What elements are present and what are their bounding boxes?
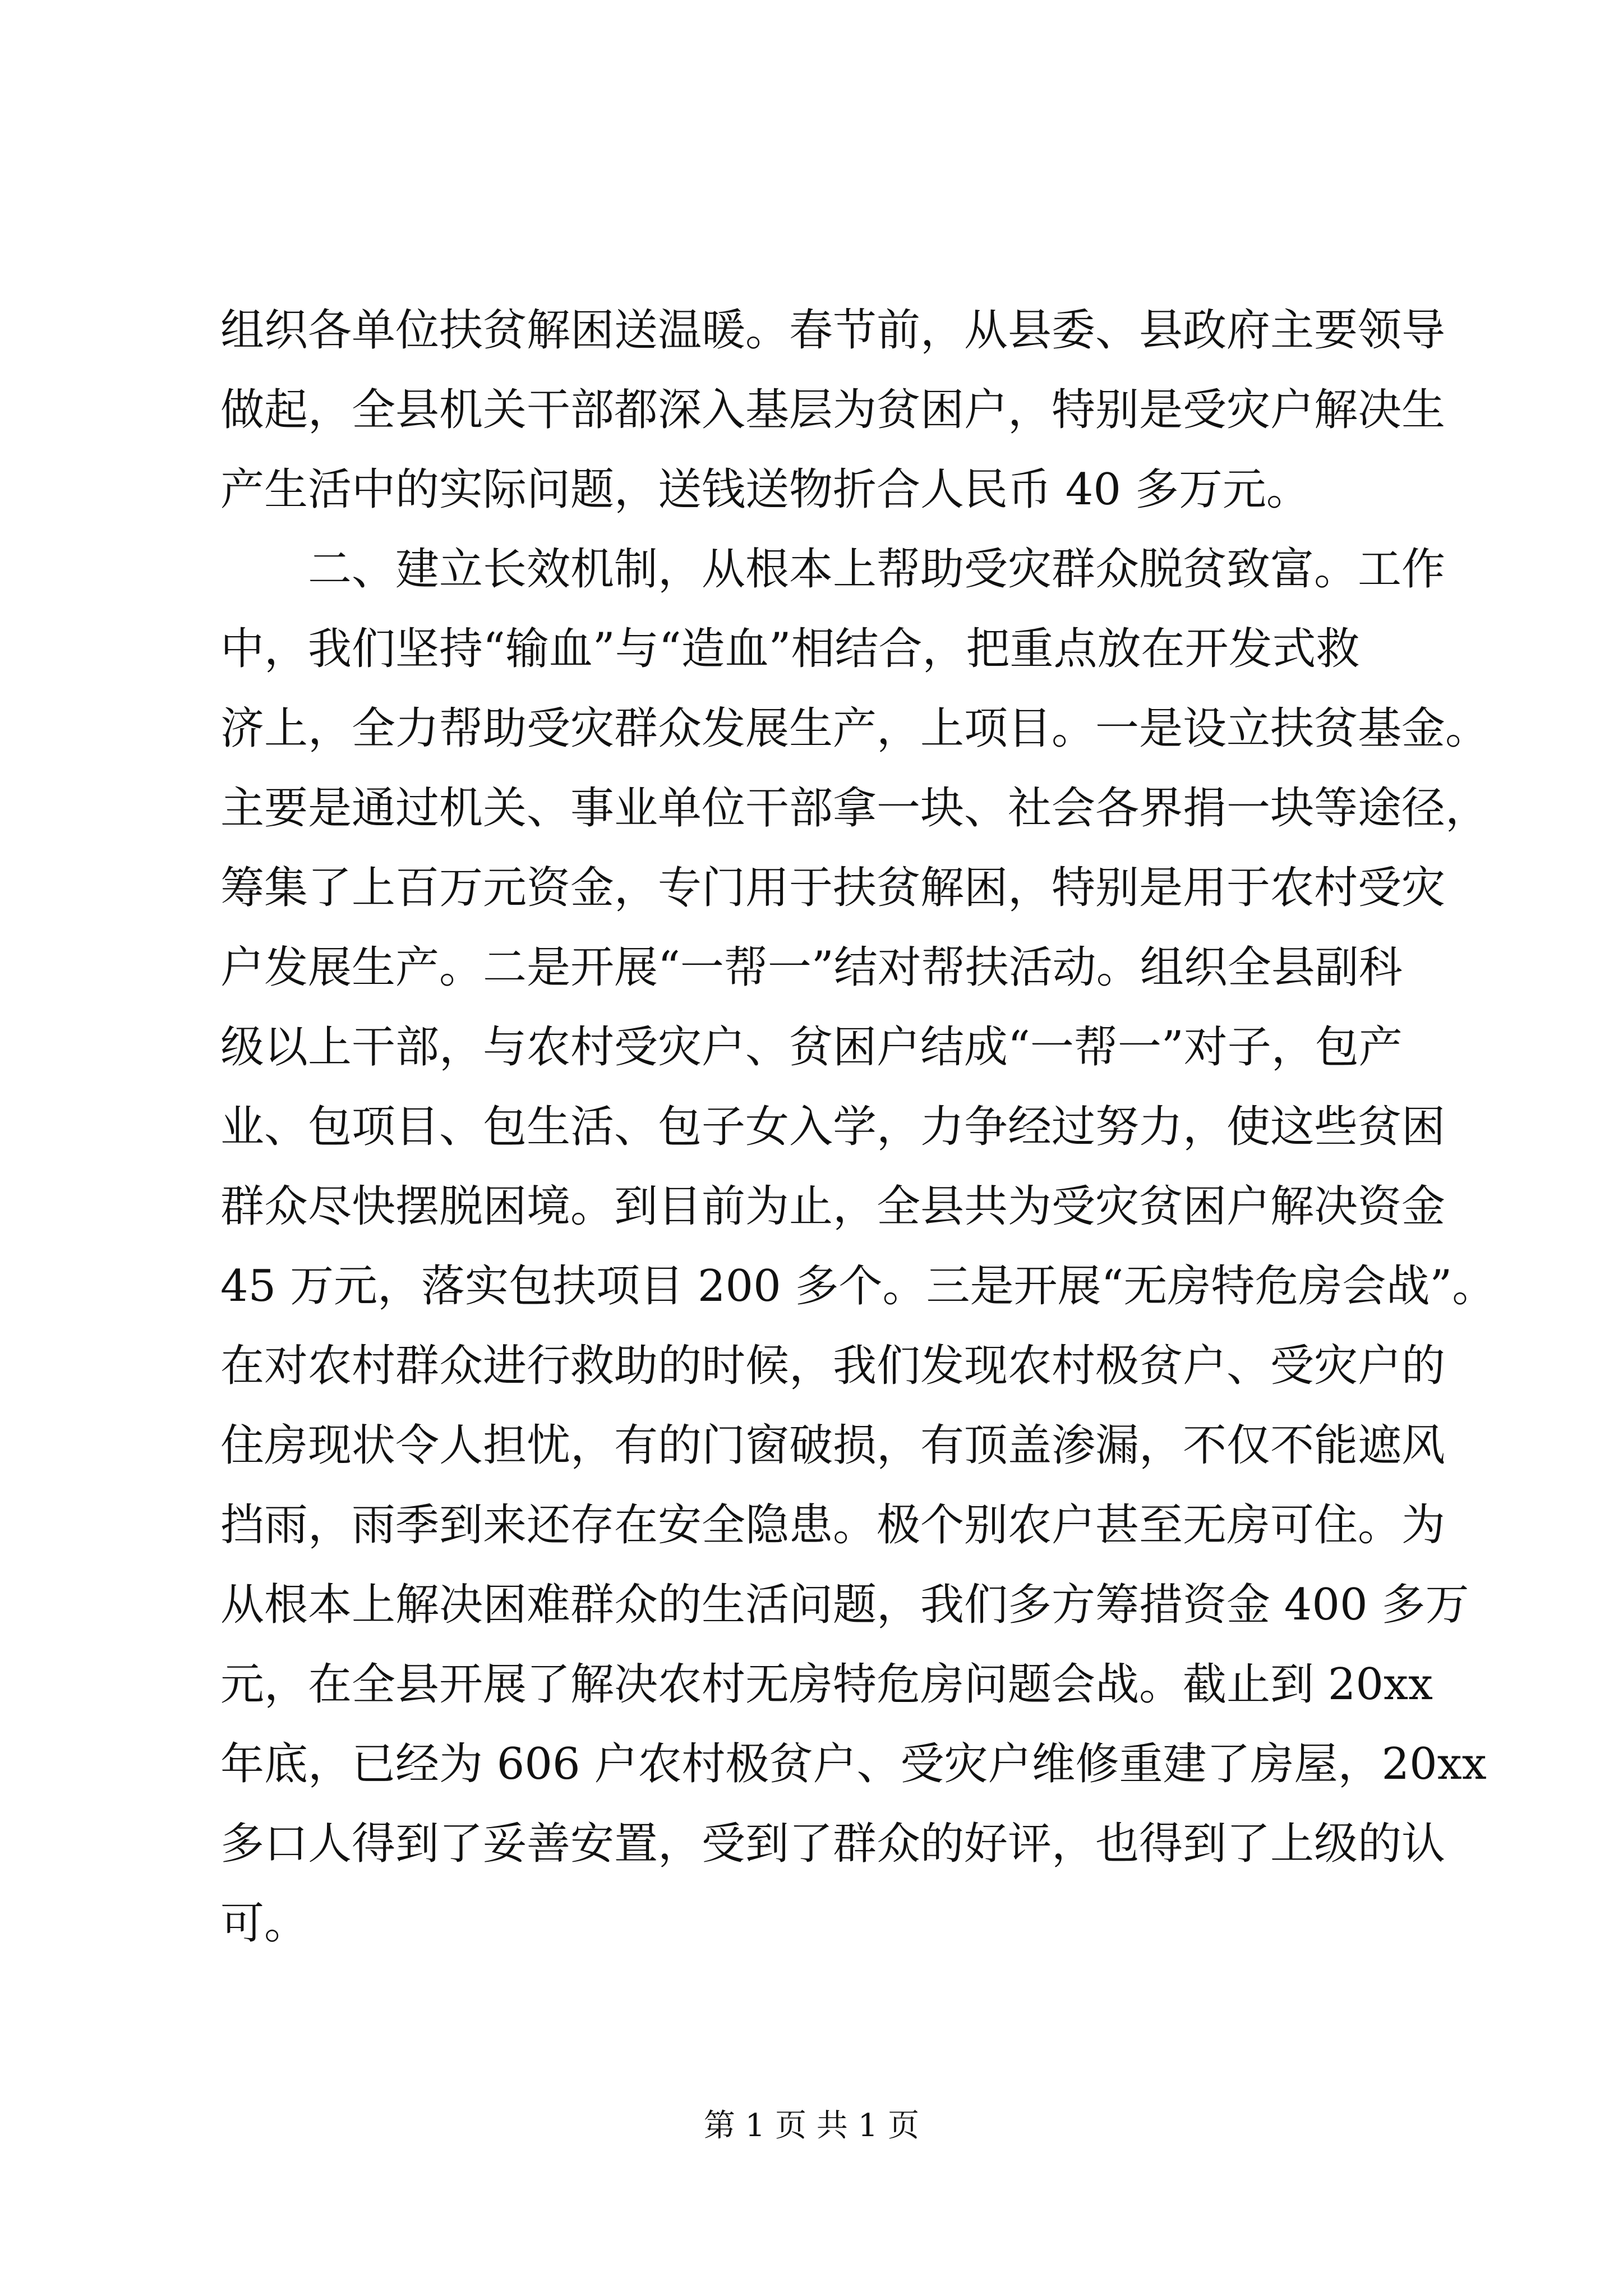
text-line: 二、建立长效机制，从根本上帮助受灾群众脱贫致富。工作: [220, 544, 1446, 595]
text-line: 产生活中的实际问题，送钱送物折合人民币 40 多万元。: [220, 464, 1310, 515]
text-line: 做起，全县机关干部都深入基层为贫困户，特别是受灾户解决生: [220, 385, 1446, 435]
text-line: 45 万元，落实包扶项目 200 多个。三是开展“无房特危房会战”。: [220, 1261, 1496, 1312]
text-line: 济上，全力帮助受灾群众发展生产，上项目。一是设立扶贫基金。: [220, 703, 1490, 754]
text-line: 从根本上解决困难群众的生活问题，我们多方筹措资金 400 多万: [220, 1580, 1469, 1630]
text-line: 挡雨，雨季到来还存在安全隐患。极个别农户甚至无房可住。为: [220, 1500, 1446, 1550]
text-line: 户发展生产。二是开展“一帮一”结对帮扶活动。组织全县副科: [220, 942, 1403, 993]
text-line: 中，我们坚持“输血”与“造血”相结合，把重点放在开发式救: [220, 624, 1360, 674]
body-text: [220, 291, 1496, 1963]
text-line: 业、包项目、包生活、包子女入学，力争经过努力，使这些贫困: [220, 1102, 1446, 1152]
text-line: 群众尽快摆脱困境。到目前为止，全县共为受灾贫困户解决资金: [220, 1181, 1446, 1232]
text-line: 住房现状令人担忧，有的门窗破损，有顶盖渗漏，不仅不能遮风: [220, 1420, 1446, 1471]
text-line: 元，在全县开展了解决农村无房特危房问题会战。截止到 20xx: [220, 1659, 1433, 1710]
text-line: 级以上干部，与农村受灾户、贫困户结成“一帮一”对子，包产: [220, 1022, 1403, 1073]
text-line: 年底，已经为 606 户农村极贫户、受灾户维修重建了房屋，20xx: [220, 1739, 1487, 1789]
text-line: 多口人得到了妥善安置，受到了群众的好评，也得到了上级的认: [220, 1819, 1446, 1869]
text-line: 在对农村群众进行救助的时候，我们发现农村极贫户、受灾户的: [220, 1341, 1446, 1391]
text-line: 筹集了上百万元资金，专门用于扶贫解困，特别是用于农村受灾: [220, 863, 1446, 913]
text-line: 主要是通过机关、事业单位干部拿一块、社会各界捐一块等途径，: [220, 783, 1490, 834]
text-line: 可。: [220, 1898, 308, 1949]
text-line: 组织各单位扶贫解困送温暖。春节前，从县委、县政府主要领导: [220, 305, 1446, 356]
page-footer: 第 1 页 共 1 页: [703, 2108, 920, 2144]
